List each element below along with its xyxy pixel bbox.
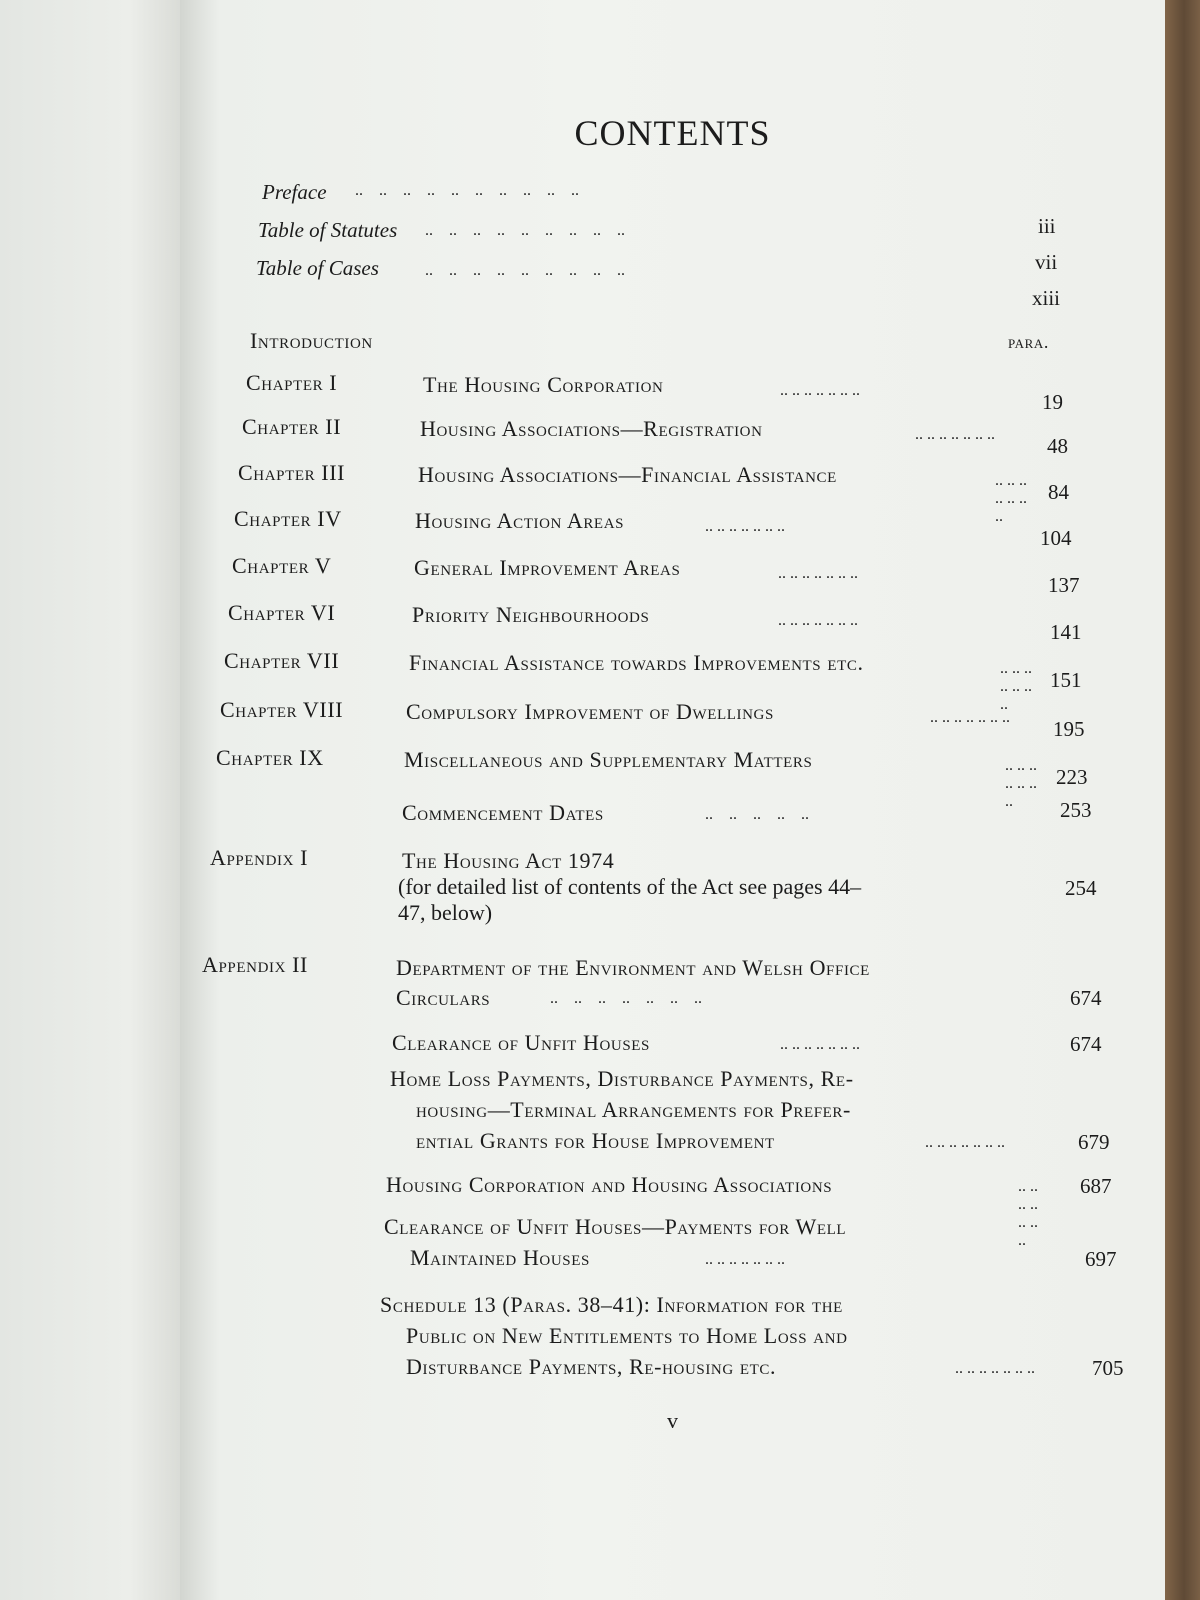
book-page xyxy=(180,0,1165,1600)
para-number: 137 xyxy=(1048,573,1080,597)
leader-dots: .. .. .. .. .. .. .. xyxy=(780,382,860,399)
para-number: 151 xyxy=(1050,668,1082,692)
leader-dots: .. .. .. .. .. .. .. xyxy=(705,518,785,535)
appendix-2-item-line: Housing Corporation and Housing Associations xyxy=(386,1172,833,1197)
chapter-label: Chapter VII xyxy=(224,648,340,673)
para-number: 195 xyxy=(1053,717,1085,741)
chapter-label: Chapter III xyxy=(238,460,346,485)
para-number: 697 xyxy=(1085,1247,1117,1271)
para-number: 254 xyxy=(1065,876,1097,900)
prelim-cases xyxy=(256,256,379,281)
chapter-title: Housing Action Areas xyxy=(415,508,625,533)
page-footer-number: v xyxy=(667,1408,678,1433)
appendix-2-item-line: Public on New Entitlements to Home Loss and xyxy=(406,1323,848,1348)
leader-dots: .. .. .. .. .. .. .. xyxy=(930,709,1010,726)
para-number: 687 xyxy=(1080,1174,1112,1198)
para-number: 141 xyxy=(1050,620,1082,644)
chapter-title: Miscellaneous and Supplementary Matters xyxy=(404,747,813,772)
prelim-statutes xyxy=(258,218,397,243)
chapter-label: Chapter I xyxy=(246,370,338,395)
prelim-label: Preface xyxy=(262,180,327,204)
chapter-title: Financial Assistance towards Improvements etc. xyxy=(409,650,864,675)
appendix-2-item-line: Maintained Houses xyxy=(410,1245,590,1270)
show-through-text xyxy=(480,10,1100,340)
appendix-1-label: Appendix I xyxy=(210,845,309,870)
leader-dots: .. .. .. .. .. .. .. xyxy=(778,612,858,629)
prelim-preface xyxy=(262,180,327,205)
leader-dots: .. .. .. .. .. .. .. xyxy=(995,472,1027,525)
leader-dots: .. .. .. .. .. .. .. xyxy=(955,1360,1035,1377)
leader-dots: .. .. .. .. .. .. .. xyxy=(705,1251,785,1268)
para-number: 19 xyxy=(1042,390,1063,414)
leader-dots: .. .. .. .. .. .. .. xyxy=(778,565,858,582)
page-number: iii xyxy=(1038,214,1056,238)
para-number: 674 xyxy=(1070,1032,1102,1056)
leader-dots: .. .. .. .. .. .. .. xyxy=(780,1036,860,1053)
para-number: 679 xyxy=(1078,1130,1110,1154)
para-number: 48 xyxy=(1047,434,1068,458)
appendix-1-note: (for detailed list of contents of the Act see pages 44–47, below) xyxy=(398,874,862,925)
appendix-2-item-line: Home Loss Payments, Disturbance Payments, Re- xyxy=(390,1066,854,1091)
leader-dots: .. .. .. .. .. .. .. xyxy=(1000,660,1032,713)
para-column-header: para. xyxy=(1008,332,1049,352)
appendix-2-item-line: Clearance of Unfit Houses xyxy=(392,1030,650,1055)
leader-dots: .. .. .. .. .. xyxy=(705,806,809,823)
leader-dots: .. .. .. .. .. .. .. xyxy=(1018,1178,1038,1249)
leader-dots: .. .. .. .. .. .. .. .. .. xyxy=(425,222,625,239)
page-number: vii xyxy=(1035,250,1058,274)
para-number: 104 xyxy=(1040,526,1072,550)
prelim-label: Table of Cases xyxy=(256,256,379,280)
chapter-label: Chapter IX xyxy=(216,745,324,770)
table-surface xyxy=(1160,0,1200,1600)
appendix-2-item-line: Disturbance Payments, Re-housing etc. xyxy=(406,1354,777,1379)
para-number: 674 xyxy=(1070,986,1102,1010)
leader-dots: .. .. .. .. .. .. .. xyxy=(550,990,702,1007)
prelim-label: Table of Statutes xyxy=(258,218,398,242)
chapter-title: Priority Neighbourhoods xyxy=(412,602,650,627)
appendix-2-heading-line2: Circulars xyxy=(396,985,491,1010)
appendix-2-item-line: ential Grants for House Improvement xyxy=(416,1128,775,1153)
introduction-heading: Introduction xyxy=(250,328,373,353)
page-number: xiii xyxy=(1032,286,1061,310)
chapter-label: Chapter V xyxy=(232,553,332,578)
appendix-2-label: Appendix II xyxy=(202,952,308,977)
para-number: 253 xyxy=(1060,798,1092,822)
page-title: CONTENTS xyxy=(574,113,771,153)
para-number: 84 xyxy=(1048,480,1069,504)
leader-dots: .. .. .. .. .. .. .. xyxy=(925,1134,1005,1151)
chapter-label: Chapter VI xyxy=(228,600,336,625)
chapter-title: General Improvement Areas xyxy=(414,555,681,580)
chapter-title: The Housing Corporation xyxy=(423,372,664,397)
chapter-label: Chapter IV xyxy=(234,506,342,531)
leader-dots: .. .. .. .. .. .. .. xyxy=(915,426,995,443)
leader-dots: .. .. .. .. .. .. .. xyxy=(1005,757,1037,810)
appendix-2-item-line: Schedule 13 (Paras. 38–41): Information for the xyxy=(380,1292,843,1317)
appendix-2-heading-line1: Department of the Environment and Welsh Office xyxy=(396,955,870,980)
chapter-label: Chapter VIII xyxy=(220,697,344,722)
para-number: 223 xyxy=(1056,765,1088,789)
leader-dots: .. .. .. .. .. .. .. .. .. xyxy=(425,262,625,279)
chapter-title: Compulsory Improvement of Dwellings xyxy=(406,699,774,724)
chapter-label: Chapter II xyxy=(242,414,342,439)
appendix-1-title: The Housing Act 1974 xyxy=(402,848,615,873)
commencement-title: Commencement Dates xyxy=(402,800,604,825)
chapter-title: Housing Associations—Financial Assistance xyxy=(418,462,837,487)
leader-dots: .. .. .. .. .. .. .. .. .. .. xyxy=(355,182,579,199)
chapter-title: Housing Associations—Registration xyxy=(420,416,763,441)
facing-page-edge xyxy=(0,0,185,1600)
para-number: 705 xyxy=(1092,1356,1124,1380)
appendix-2-item-line: housing—Terminal Arrangements for Prefer- xyxy=(416,1097,851,1122)
appendix-2-item-line: Clearance of Unfit Houses—Payments for Well xyxy=(384,1214,847,1239)
